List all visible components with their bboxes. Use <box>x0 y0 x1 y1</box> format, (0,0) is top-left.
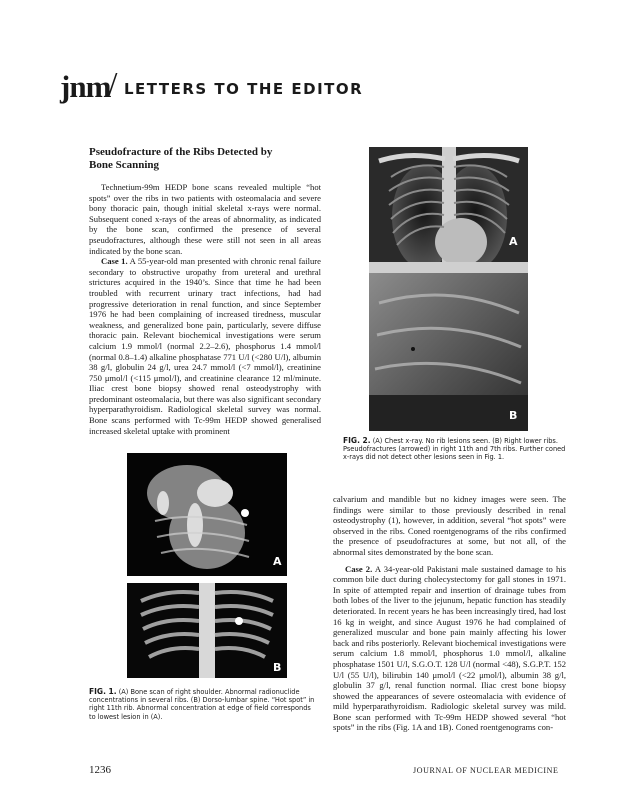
title-line-2: Bone Scanning <box>89 159 159 171</box>
chest-xray-graphic <box>369 147 528 273</box>
left-column <box>89 182 321 436</box>
fig1-shoulder-scan-image <box>127 453 287 576</box>
logo-slash: / <box>108 66 118 103</box>
fig2-chest-xray-image <box>369 147 528 273</box>
journal-logo: jnm <box>60 69 111 104</box>
journal-name-footer: JOURNAL OF NUCLEAR MEDICINE <box>413 766 559 775</box>
fig2-caption-label: FIG. 2. <box>343 436 371 445</box>
fig2-caption <box>343 437 568 462</box>
paragraph-text: Technetium-99m HEDP bone scans revealed multiple “hot spots” over the ribs in two patients with osteomalacia and severe bony thoracic pain, though initial skeletal x-rays were normal. Subsequent coned x-rays of the areas of abnormality, as indicated by the bone scan, confirmed the presence of several pseudofractures, although these were still not seen in all areas indicated by the bone scan. <box>89 182 321 256</box>
page-number: 1236 <box>89 764 111 776</box>
shoulder-scan-graphic <box>127 453 287 576</box>
paragraph-text: A 34-year-old Pakistani male sustained damage to his common bile duct during cholecystectomy for gall stones in 1971. In spite of attempted repair and insertion of drainage tubes from both lobes of the liver to the jejunum, hepatic function has steadily deteriorated. In recent years he has been increasingly tired, had lost 16 kg in weight, and since August 1976 he had complained of generalized muscular and bone pain mainly affecting his lower back and ribs posteriorly. Relevant biochemical investigations were serum calcium 1.8 mmol/l, phosphorus 1.0 mmol/l, alkaline phosphatase 1501 U/l, S.G.O.T. 128 U/l (normal <48), S.G.P.T. 152 U/l (55 U/l), bilirubin 140 μmol/l (<22 μmol/l), albumin 38 g/l, globulin 37 g/l, renal function normal. Iliac crest bone biopsy showed the appearances of severe osteomalacia with evidence of mild hyperparathyroidism. Radiologic skeletal survey was mild. Bone scan performed with Tc-99m HEDP showed several “hot spots” in the ribs (Fig. 1A and 1B). Coned roentgenograms con- <box>333 563 566 733</box>
case-1-label: Case 1. <box>101 256 128 267</box>
fig2-rib-xray-image <box>369 273 528 431</box>
fig2-caption-text: (A) Chest x-ray. No rib lesions seen. (B) Right lower ribs. Pseudofractures (arrowed) in right 11th and 7th ribs. Further coned x-rays did not detect other lesions seen in Fig. 1. <box>343 437 566 462</box>
paragraph-continued <box>333 494 566 558</box>
section-heading: LETTERS TO THE EDITOR <box>124 80 364 98</box>
fig1-spine-scan-image <box>127 583 287 678</box>
fig1-caption-text: (A) Bone scan of right shoulder. Abnormal radionuclide concentrations in several ribs. (B) Dorso-lumbar spine. “Hot spot” in right 11th rib. Abnormal concentration at edge of field corresponds to lowest lesion in (A). <box>89 688 315 721</box>
fig1-panel-a-label: A <box>273 555 282 568</box>
right-column <box>333 494 566 733</box>
fig1-caption-label: FIG. 1. <box>89 687 117 696</box>
paragraph-intro <box>89 182 321 256</box>
paragraph-case-1 <box>89 256 321 436</box>
fig1-panel-b-label: B <box>273 661 282 674</box>
fig2-panel-a-label: A <box>509 235 518 248</box>
rib-xray-graphic <box>369 273 528 431</box>
paragraph-case-2 <box>333 564 566 734</box>
case-2-label: Case 2. <box>345 563 373 574</box>
article-title <box>89 146 319 172</box>
title-line-1: Pseudofracture of the Ribs Detected by <box>89 146 273 158</box>
fig1-caption <box>89 688 319 721</box>
paragraph-text: calvarium and mandible but no kidney images were seen. The findings were similar to those previously described in renal osteodystrophy (1), however, in addition, several “hot spots” were observed in the ribs. Coned roentgenograms of the ribs confirmed the presence of pseudofractures at some, but not all, of the abnormal sites demonstrated by the bone scan. <box>333 494 566 557</box>
paragraph-text: A 55-year-old man presented with chronic renal failure secondary to obstructive uropathy from ureteral and urethral strictures acquired in the 1940’s. Since that time he had been troubled with recurrent urinary tract infections, had had progressive deterioration in renal function, and since September 1976 he had been complaining of increased tiredness, muscular weakness, and generalized bone pain, particularly, severe diffuse thoracic pain. Relevant biochemical investigations were serum calcium 1.9 mmol/l (normal 2.2–2.6), phosphorus 1.4 mmol/l (normal 0.8–1.4) alkaline phosphatase 771 U/l (<280 U/l), albumin 38 g/l, globulin 24 g/l, urea 24.7 mmol/l (<7 mmol/l), creatinine 750 μmol/l (<115 μmol/l), and creatinine clearance 12 ml/minute. Iliac crest bone biopsy showed renal osteodystrophy with predominant osteomalacia, but there was also significant secondary hyperparathyroidism. Radiological skeletal survey was normal. Bone scans performed with Tc-99m HEDP showed generalised increased skeletal uptake with prominent <box>89 256 321 436</box>
fig2-panel-b-label: B <box>509 409 518 422</box>
spine-scan-graphic <box>127 583 287 678</box>
